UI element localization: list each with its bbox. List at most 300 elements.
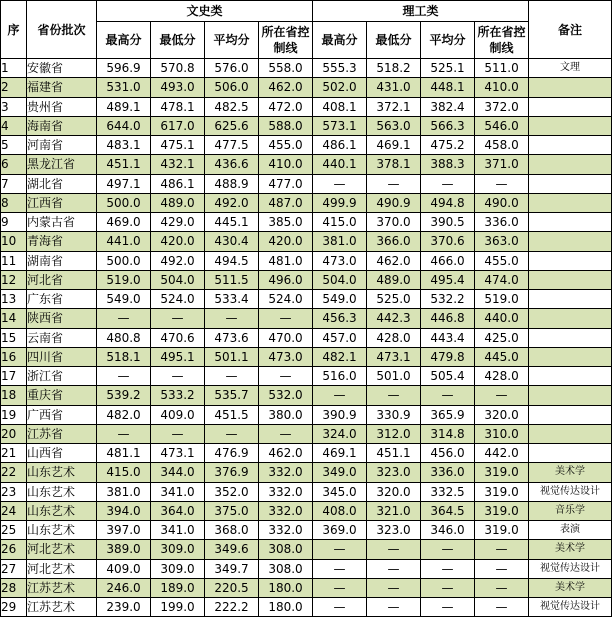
row-index: 4 — [1, 116, 27, 135]
row-index: 6 — [1, 155, 27, 174]
row-index: 20 — [1, 424, 27, 443]
ligong-min-cell: 469.1 — [367, 136, 421, 155]
table-row — [1, 136, 612, 155]
ligong-control-cell: 363.0 — [475, 232, 529, 251]
wenshi-avg-cell: 430.4 — [205, 232, 259, 251]
note-cell: 音乐学 — [529, 501, 612, 520]
wenshi-avg-cell: 511.5 — [205, 270, 259, 289]
wenshi-max-cell: 497.1 — [97, 174, 151, 193]
wenshi-min-cell: 432.1 — [151, 155, 205, 174]
note-cell — [529, 347, 612, 366]
table-row — [1, 386, 612, 405]
ligong-avg-cell: 494.8 — [421, 193, 475, 212]
ligong-avg-cell: 525.1 — [421, 59, 475, 78]
wenshi-control-cell: 462.0 — [259, 444, 313, 463]
ligong-max-cell: 440.1 — [313, 155, 367, 174]
ligong-min-cell: 490.9 — [367, 193, 421, 212]
table-row — [1, 251, 612, 270]
note-cell — [529, 174, 612, 193]
wenshi-avg-cell: 625.6 — [205, 116, 259, 135]
wenshi-avg-cell: 501.1 — [205, 347, 259, 366]
ligong-avg-cell: 370.6 — [421, 232, 475, 251]
wenshi-avg-cell: 436.6 — [205, 155, 259, 174]
ligong-control-cell: 442.0 — [475, 444, 529, 463]
province-cell: 福建省 — [27, 78, 97, 97]
province-cell: 浙江省 — [27, 367, 97, 386]
wenshi-control-cell: 470.0 — [259, 328, 313, 347]
ligong-max-cell: — — [313, 540, 367, 559]
header-wenshi-avg: 平均分 — [205, 22, 259, 59]
ligong-avg-cell: 448.1 — [421, 78, 475, 97]
ligong-min-cell: — — [367, 386, 421, 405]
province-cell: 湖南省 — [27, 251, 97, 270]
ligong-control-cell: 458.0 — [475, 136, 529, 155]
wenshi-max-cell: 500.0 — [97, 193, 151, 212]
note-cell — [529, 78, 612, 97]
wenshi-control-cell: 332.0 — [259, 521, 313, 540]
ligong-max-cell: 349.0 — [313, 463, 367, 482]
wenshi-min-cell: 495.1 — [151, 347, 205, 366]
ligong-control-cell: — — [475, 540, 529, 559]
header-group-ligong: 理工类 — [313, 1, 529, 22]
ligong-min-cell: 451.1 — [367, 444, 421, 463]
wenshi-avg-cell: 488.9 — [205, 174, 259, 193]
row-index: 7 — [1, 174, 27, 193]
wenshi-max-cell: 644.0 — [97, 116, 151, 135]
province-cell: 江西省 — [27, 193, 97, 212]
ligong-max-cell: 549.0 — [313, 290, 367, 309]
header-wenshi-control: 所在省控制线 — [259, 22, 313, 59]
wenshi-control-cell: 385.0 — [259, 213, 313, 232]
header-wenshi-min: 最低分 — [151, 22, 205, 59]
ligong-max-cell: 381.0 — [313, 232, 367, 251]
note-cell: 美术学 — [529, 540, 612, 559]
wenshi-min-cell: 492.0 — [151, 251, 205, 270]
wenshi-control-cell: 410.0 — [259, 155, 313, 174]
ligong-min-cell: 428.0 — [367, 328, 421, 347]
row-index: 29 — [1, 598, 27, 617]
table-row — [1, 540, 612, 559]
table-row — [1, 328, 612, 347]
wenshi-min-cell: 341.0 — [151, 521, 205, 540]
wenshi-max-cell: 480.8 — [97, 328, 151, 347]
wenshi-min-cell: — — [151, 424, 205, 443]
ligong-min-cell: 462.0 — [367, 251, 421, 270]
table-row — [1, 521, 612, 540]
province-cell: 陕西省 — [27, 309, 97, 328]
wenshi-min-cell: 409.0 — [151, 405, 205, 424]
row-index: 27 — [1, 559, 27, 578]
ligong-max-cell: — — [313, 598, 367, 617]
province-cell: 广西省 — [27, 405, 97, 424]
note-cell — [529, 116, 612, 135]
row-index: 16 — [1, 347, 27, 366]
row-index: 13 — [1, 290, 27, 309]
wenshi-max-cell: — — [97, 424, 151, 443]
row-index: 11 — [1, 251, 27, 270]
wenshi-min-cell: 470.6 — [151, 328, 205, 347]
table-row — [1, 97, 612, 116]
note-cell: 文理 — [529, 59, 612, 78]
wenshi-min-cell: 489.0 — [151, 193, 205, 212]
note-cell — [529, 424, 612, 443]
row-index: 25 — [1, 521, 27, 540]
wenshi-max-cell: 469.0 — [97, 213, 151, 232]
province-cell: 河北省 — [27, 270, 97, 289]
ligong-min-cell: 312.0 — [367, 424, 421, 443]
row-index: 8 — [1, 193, 27, 212]
wenshi-min-cell: 478.1 — [151, 97, 205, 116]
ligong-max-cell: 516.0 — [313, 367, 367, 386]
wenshi-control-cell: 380.0 — [259, 405, 313, 424]
ligong-max-cell: 482.1 — [313, 347, 367, 366]
note-cell — [529, 444, 612, 463]
province-cell: 山东艺术 — [27, 463, 97, 482]
wenshi-avg-cell: 222.2 — [205, 598, 259, 617]
wenshi-avg-cell: 492.0 — [205, 193, 259, 212]
wenshi-avg-cell: 494.5 — [205, 251, 259, 270]
wenshi-min-cell: 364.0 — [151, 501, 205, 520]
ligong-control-cell: — — [475, 559, 529, 578]
wenshi-min-cell: 199.0 — [151, 598, 205, 617]
header-note: 备注 — [529, 1, 612, 59]
ligong-avg-cell: 346.0 — [421, 521, 475, 540]
ligong-min-cell: 489.0 — [367, 270, 421, 289]
ligong-min-cell: 518.2 — [367, 59, 421, 78]
wenshi-max-cell: 531.0 — [97, 78, 151, 97]
province-cell: 江苏艺术 — [27, 578, 97, 597]
wenshi-control-cell: 487.0 — [259, 193, 313, 212]
wenshi-avg-cell: 476.9 — [205, 444, 259, 463]
ligong-control-cell: 319.0 — [475, 501, 529, 520]
header-ligong-avg: 平均分 — [421, 22, 475, 59]
wenshi-max-cell: 409.0 — [97, 559, 151, 578]
table-row — [1, 155, 612, 174]
row-index: 9 — [1, 213, 27, 232]
wenshi-avg-cell: 349.6 — [205, 540, 259, 559]
ligong-max-cell: 573.1 — [313, 116, 367, 135]
ligong-min-cell: 320.0 — [367, 482, 421, 501]
header-index: 序 — [1, 1, 27, 59]
wenshi-max-cell: 596.9 — [97, 59, 151, 78]
wenshi-max-cell: 394.0 — [97, 501, 151, 520]
wenshi-avg-cell: 535.7 — [205, 386, 259, 405]
wenshi-avg-cell: 352.0 — [205, 482, 259, 501]
row-index: 19 — [1, 405, 27, 424]
ligong-control-cell: 455.0 — [475, 251, 529, 270]
wenshi-control-cell: 332.0 — [259, 463, 313, 482]
ligong-avg-cell: 332.5 — [421, 482, 475, 501]
note-cell — [529, 309, 612, 328]
wenshi-control-cell: 496.0 — [259, 270, 313, 289]
ligong-avg-cell: 532.2 — [421, 290, 475, 309]
table-row — [1, 578, 612, 597]
ligong-control-cell: 519.0 — [475, 290, 529, 309]
province-cell: 内蒙古省 — [27, 213, 97, 232]
province-cell: 山西省 — [27, 444, 97, 463]
wenshi-avg-cell: 349.7 — [205, 559, 259, 578]
ligong-avg-cell: — — [421, 540, 475, 559]
note-cell — [529, 251, 612, 270]
wenshi-control-cell: 308.0 — [259, 559, 313, 578]
ligong-avg-cell: 443.4 — [421, 328, 475, 347]
wenshi-min-cell: — — [151, 367, 205, 386]
wenshi-min-cell: 475.1 — [151, 136, 205, 155]
wenshi-avg-cell: — — [205, 309, 259, 328]
ligong-max-cell: 486.1 — [313, 136, 367, 155]
ligong-control-cell: — — [475, 578, 529, 597]
province-cell: 安徽省 — [27, 59, 97, 78]
wenshi-control-cell: 481.0 — [259, 251, 313, 270]
ligong-max-cell: 499.9 — [313, 193, 367, 212]
ligong-control-cell: — — [475, 174, 529, 193]
province-cell: 河北艺术 — [27, 540, 97, 559]
table-row — [1, 270, 612, 289]
wenshi-min-cell: 309.0 — [151, 540, 205, 559]
province-cell: 山东艺术 — [27, 501, 97, 520]
ligong-control-cell: 440.0 — [475, 309, 529, 328]
wenshi-max-cell: 381.0 — [97, 482, 151, 501]
wenshi-min-cell: 570.8 — [151, 59, 205, 78]
wenshi-max-cell: 389.0 — [97, 540, 151, 559]
ligong-avg-cell: 466.0 — [421, 251, 475, 270]
row-index: 10 — [1, 232, 27, 251]
wenshi-avg-cell: 368.0 — [205, 521, 259, 540]
wenshi-max-cell: 500.0 — [97, 251, 151, 270]
ligong-max-cell: 456.3 — [313, 309, 367, 328]
row-index: 26 — [1, 540, 27, 559]
wenshi-avg-cell: 506.0 — [205, 78, 259, 97]
table-row — [1, 174, 612, 193]
table-row — [1, 309, 612, 328]
ligong-max-cell: — — [313, 174, 367, 193]
ligong-max-cell: 345.0 — [313, 482, 367, 501]
row-index: 15 — [1, 328, 27, 347]
ligong-control-cell: 319.0 — [475, 521, 529, 540]
ligong-avg-cell: 495.4 — [421, 270, 475, 289]
row-index: 21 — [1, 444, 27, 463]
wenshi-max-cell: — — [97, 367, 151, 386]
row-index: 22 — [1, 463, 27, 482]
province-cell: 贵州省 — [27, 97, 97, 116]
province-cell: 青海省 — [27, 232, 97, 251]
row-index: 28 — [1, 578, 27, 597]
ligong-max-cell: 324.0 — [313, 424, 367, 443]
header-group-wenshi: 文史类 — [97, 1, 313, 22]
row-index: 24 — [1, 501, 27, 520]
ligong-avg-cell: 475.2 — [421, 136, 475, 155]
note-cell — [529, 193, 612, 212]
province-cell: 黑龙江省 — [27, 155, 97, 174]
ligong-avg-cell: 566.3 — [421, 116, 475, 135]
row-index: 12 — [1, 270, 27, 289]
ligong-control-cell: 425.0 — [475, 328, 529, 347]
table-row — [1, 347, 612, 366]
wenshi-min-cell: — — [151, 309, 205, 328]
ligong-min-cell: 378.1 — [367, 155, 421, 174]
wenshi-control-cell: 332.0 — [259, 482, 313, 501]
ligong-min-cell: 473.1 — [367, 347, 421, 366]
wenshi-max-cell: 441.0 — [97, 232, 151, 251]
table-row — [1, 59, 612, 78]
wenshi-avg-cell: 375.0 — [205, 501, 259, 520]
wenshi-control-cell: 455.0 — [259, 136, 313, 155]
ligong-max-cell: 555.3 — [313, 59, 367, 78]
note-cell — [529, 290, 612, 309]
wenshi-min-cell: 420.0 — [151, 232, 205, 251]
wenshi-control-cell: — — [259, 309, 313, 328]
wenshi-control-cell: — — [259, 424, 313, 443]
ligong-min-cell: — — [367, 559, 421, 578]
table-row — [1, 78, 612, 97]
table-row — [1, 482, 612, 501]
note-cell: 视觉传达设计 — [529, 559, 612, 578]
ligong-min-cell: — — [367, 540, 421, 559]
ligong-min-cell: 323.0 — [367, 463, 421, 482]
header-ligong-control: 所在省控制线 — [475, 22, 529, 59]
ligong-max-cell: 390.9 — [313, 405, 367, 424]
note-cell — [529, 405, 612, 424]
row-index: 2 — [1, 78, 27, 97]
wenshi-control-cell: 332.0 — [259, 501, 313, 520]
ligong-avg-cell: 364.5 — [421, 501, 475, 520]
ligong-max-cell: 415.0 — [313, 213, 367, 232]
wenshi-control-cell: 558.0 — [259, 59, 313, 78]
wenshi-control-cell: 473.0 — [259, 347, 313, 366]
wenshi-max-cell: 239.0 — [97, 598, 151, 617]
note-cell — [529, 155, 612, 174]
ligong-max-cell: 504.0 — [313, 270, 367, 289]
table-row — [1, 232, 612, 251]
wenshi-control-cell: 532.0 — [259, 386, 313, 405]
ligong-avg-cell: 456.0 — [421, 444, 475, 463]
ligong-control-cell: 320.0 — [475, 405, 529, 424]
ligong-control-cell: 511.0 — [475, 59, 529, 78]
province-cell: 湖北省 — [27, 174, 97, 193]
table-row — [1, 367, 612, 386]
wenshi-control-cell: 180.0 — [259, 598, 313, 617]
note-cell — [529, 232, 612, 251]
wenshi-max-cell: 415.0 — [97, 463, 151, 482]
wenshi-avg-cell: 220.5 — [205, 578, 259, 597]
wenshi-control-cell: 472.0 — [259, 97, 313, 116]
wenshi-min-cell: 429.0 — [151, 213, 205, 232]
wenshi-min-cell: 189.0 — [151, 578, 205, 597]
ligong-max-cell: 408.1 — [313, 97, 367, 116]
ligong-control-cell: 336.0 — [475, 213, 529, 232]
wenshi-max-cell: 481.1 — [97, 444, 151, 463]
note-cell — [529, 367, 612, 386]
wenshi-max-cell: — — [97, 309, 151, 328]
wenshi-max-cell: 539.2 — [97, 386, 151, 405]
ligong-control-cell: 310.0 — [475, 424, 529, 443]
ligong-control-cell: 372.0 — [475, 97, 529, 116]
ligong-avg-cell: 336.0 — [421, 463, 475, 482]
ligong-avg-cell: 390.5 — [421, 213, 475, 232]
ligong-max-cell: 473.0 — [313, 251, 367, 270]
ligong-max-cell: 502.0 — [313, 78, 367, 97]
ligong-control-cell: — — [475, 386, 529, 405]
table-row — [1, 116, 612, 135]
table-row — [1, 424, 612, 443]
wenshi-control-cell: 477.0 — [259, 174, 313, 193]
ligong-avg-cell: 479.8 — [421, 347, 475, 366]
ligong-control-cell: 474.0 — [475, 270, 529, 289]
wenshi-avg-cell: 477.5 — [205, 136, 259, 155]
wenshi-min-cell: 344.0 — [151, 463, 205, 482]
note-cell — [529, 213, 612, 232]
note-cell — [529, 136, 612, 155]
table-row — [1, 290, 612, 309]
wenshi-max-cell: 549.0 — [97, 290, 151, 309]
ligong-min-cell: 366.0 — [367, 232, 421, 251]
wenshi-control-cell: 180.0 — [259, 578, 313, 597]
ligong-max-cell: 369.0 — [313, 521, 367, 540]
wenshi-max-cell: 451.1 — [97, 155, 151, 174]
ligong-max-cell: — — [313, 559, 367, 578]
province-cell: 四川省 — [27, 347, 97, 366]
wenshi-min-cell: 341.0 — [151, 482, 205, 501]
ligong-min-cell: 321.0 — [367, 501, 421, 520]
wenshi-avg-cell: — — [205, 424, 259, 443]
ligong-min-cell: 323.0 — [367, 521, 421, 540]
wenshi-avg-cell: 376.9 — [205, 463, 259, 482]
table-row — [1, 193, 612, 212]
province-cell: 江苏省 — [27, 424, 97, 443]
wenshi-control-cell: 308.0 — [259, 540, 313, 559]
ligong-avg-cell: — — [421, 598, 475, 617]
ligong-avg-cell: 505.4 — [421, 367, 475, 386]
wenshi-min-cell: 486.1 — [151, 174, 205, 193]
row-index: 23 — [1, 482, 27, 501]
note-cell: 美术学 — [529, 463, 612, 482]
ligong-min-cell: 330.9 — [367, 405, 421, 424]
wenshi-min-cell: 533.2 — [151, 386, 205, 405]
wenshi-max-cell: 483.1 — [97, 136, 151, 155]
province-cell: 河北艺术 — [27, 559, 97, 578]
table-row — [1, 501, 612, 520]
ligong-max-cell: — — [313, 386, 367, 405]
ligong-max-cell: 469.1 — [313, 444, 367, 463]
row-index: 1 — [1, 59, 27, 78]
ligong-control-cell: — — [475, 598, 529, 617]
ligong-max-cell: 457.0 — [313, 328, 367, 347]
ligong-control-cell: 546.0 — [475, 116, 529, 135]
note-cell — [529, 97, 612, 116]
row-index: 3 — [1, 97, 27, 116]
table-row — [1, 444, 612, 463]
wenshi-control-cell: 524.0 — [259, 290, 313, 309]
wenshi-avg-cell: 533.4 — [205, 290, 259, 309]
table-row — [1, 559, 612, 578]
ligong-avg-cell: 314.8 — [421, 424, 475, 443]
province-cell: 山东艺术 — [27, 482, 97, 501]
wenshi-min-cell: 617.0 — [151, 116, 205, 135]
table-row — [1, 405, 612, 424]
header-wenshi-max: 最高分 — [97, 22, 151, 59]
row-index: 17 — [1, 367, 27, 386]
ligong-avg-cell: 382.4 — [421, 97, 475, 116]
note-cell — [529, 386, 612, 405]
ligong-avg-cell: 388.3 — [421, 155, 475, 174]
ligong-min-cell: — — [367, 174, 421, 193]
wenshi-max-cell: 489.1 — [97, 97, 151, 116]
note-cell: 表演 — [529, 521, 612, 540]
wenshi-min-cell: 504.0 — [151, 270, 205, 289]
wenshi-min-cell: 524.0 — [151, 290, 205, 309]
ligong-min-cell: 501.0 — [367, 367, 421, 386]
ligong-min-cell: — — [367, 598, 421, 617]
